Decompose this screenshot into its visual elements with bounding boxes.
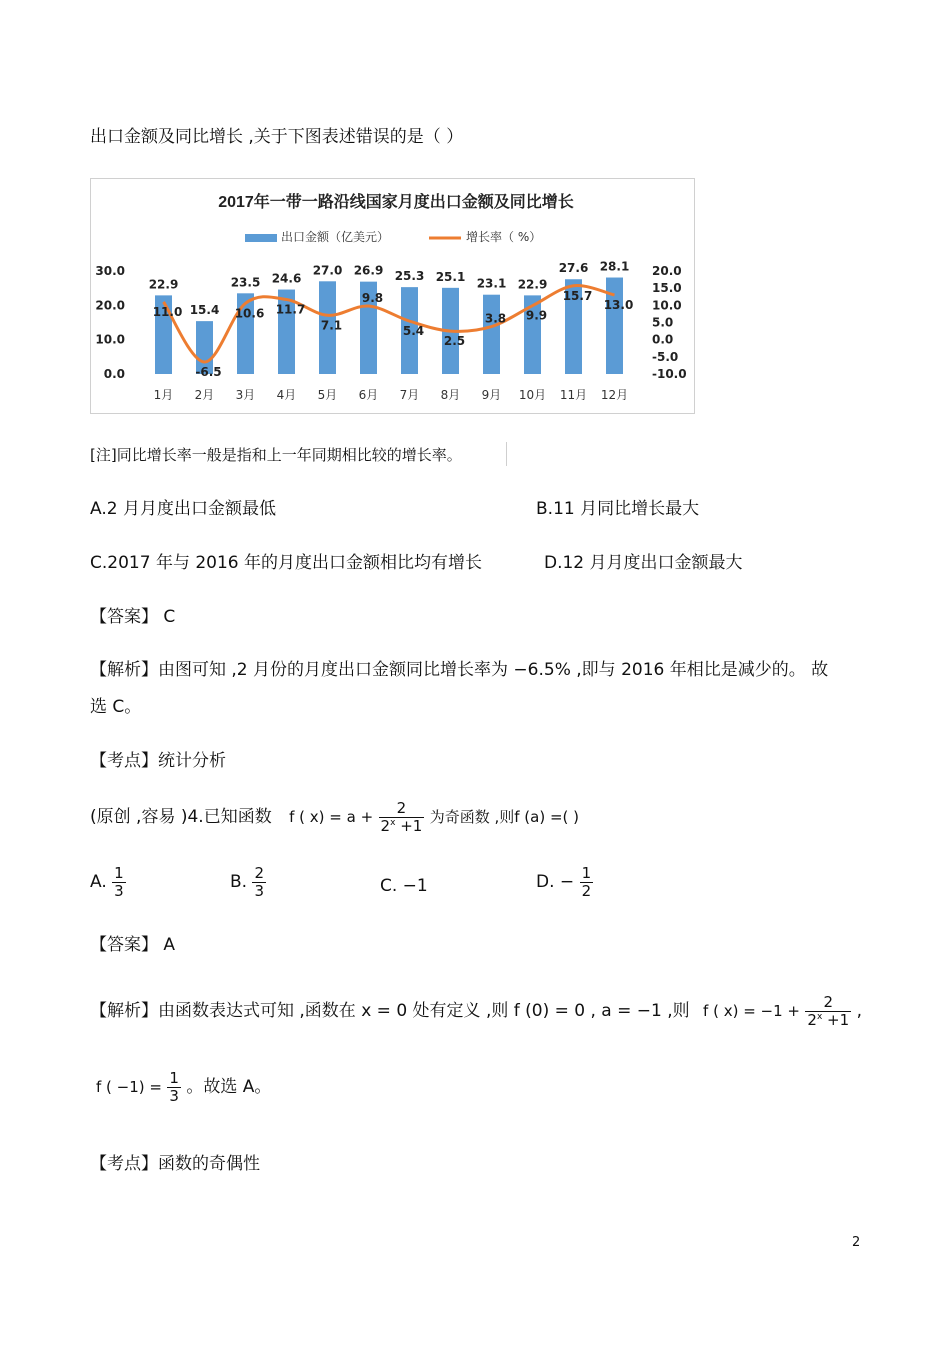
bar-value-label: 28.1 (599, 259, 630, 274)
q2-point: 【考点】函数的奇偶性 (90, 1154, 260, 1174)
growth-value-label: 13.0 (603, 298, 634, 313)
right-tick-label: -5.0 (652, 349, 679, 364)
x-tick-label: 8月 (440, 388, 461, 402)
q2-stem (90, 800, 579, 834)
bar-value-label: 25.1 (435, 269, 466, 284)
option-a: A.2 月月度出口金额最低 (90, 499, 276, 519)
bar-value-label: 22.9 (517, 277, 548, 292)
legend-bar-label: 出口金额（亿美元） (281, 230, 390, 244)
legend-line-label: 增长率（ %） (466, 230, 542, 244)
growth-value-label: 15.7 (562, 288, 593, 303)
bar-value-label: 23.1 (476, 276, 507, 291)
growth-line-series (164, 286, 615, 362)
x-tick-label: 2月 (194, 388, 215, 402)
x-tick-label: 6月 (358, 388, 379, 402)
right-tick-label: 15.0 (652, 281, 682, 296)
growth-value-label: 11.0 (152, 304, 183, 319)
left-axis (95, 264, 125, 381)
q1-point: 【考点】统计分析 (90, 751, 226, 771)
growth-value-label: 9.9 (525, 308, 548, 323)
bar-series (152, 278, 623, 374)
left-tick-label: 10.0 (95, 332, 125, 347)
growth-value-label: 11.7 (275, 302, 306, 317)
q2-option-a: A. $\frac{1}{3}$ (90, 864, 124, 900)
chart-svg (91, 179, 694, 413)
x-tick-label: 7月 (399, 388, 420, 402)
option-c: C.2017 年与 2016 年的月度出口金额相比均有增长 (90, 553, 483, 573)
right-axis (652, 264, 687, 381)
x-tick-label: 3月 (235, 388, 256, 402)
q1-answer: 【答案】 C (90, 607, 176, 627)
bar-value-label: 23.5 (230, 275, 261, 290)
option-d: D.12 月月度出口金额最大 (544, 553, 743, 573)
growth-value-label: 7.1 (320, 318, 343, 333)
q2-option-d: D. − $\frac{1}{2}$ (536, 864, 592, 900)
bar-value-label: 25.3 (394, 269, 425, 284)
q2-prefix: (原创 ,容易 )4.已知函数 (90, 807, 272, 827)
right-tick-label: 5.0 (652, 315, 674, 330)
x-tick-label: 4月 (276, 388, 297, 402)
note-divider (506, 442, 507, 466)
growth-line (164, 286, 615, 362)
chart-legend (245, 229, 541, 244)
bar (483, 295, 500, 374)
right-tick-label: 20.0 (652, 264, 682, 278)
right-tick-label: 0.0 (652, 332, 674, 347)
chart-title: 2017年一带一路沿线国家月度出口金额及同比增长 (218, 194, 574, 211)
bar-value-label: 26.9 (353, 263, 384, 278)
bar-value-label: 24.6 (271, 271, 302, 286)
growth-value-label: 9.8 (361, 291, 384, 306)
chart-container (90, 178, 695, 414)
q2-answer: 【答案】 A (90, 935, 176, 955)
bar-value-label: 27.6 (558, 261, 589, 276)
x-tick-label: 1月 (153, 388, 174, 402)
x-tick-label: 12月 (600, 388, 629, 402)
q2-func-num: 2 (379, 800, 425, 818)
x-tick-label: 10月 (518, 388, 547, 402)
q2-option-c: C. −1 (380, 876, 428, 896)
question-intro: 出口金额及同比增长 ,关于下图表述错误的是（ ） (90, 127, 464, 147)
page-number: 2 (852, 1235, 861, 1250)
option-b: B.11 月同比增长最大 (536, 499, 700, 519)
x-tick-label: 9月 (481, 388, 502, 402)
chart-note: [注]同比增长率一般是指和上一年同期相比较的增长率。 (90, 446, 462, 464)
q2-func-lhs: f ( x) = a + (289, 808, 374, 826)
q2-analysis-line1: 【解析】由函数表达式可知 ,函数在 x = 0 处有定义 ,则 f (0) = 0 , a = −1 ,则 f ( x) = −1 + $\frac{2}{2^x +1}$ , (90, 993, 862, 1029)
right-tick-label: 10.0 (652, 298, 682, 313)
x-tick-label: 5月 (317, 388, 338, 402)
x-tick-label: 11月 (559, 388, 588, 402)
growth-value-label: 3.8 (484, 311, 507, 326)
growth-value-label: 5.4 (402, 324, 425, 339)
q2-option-b: B. $\frac{2}{3}$ (230, 864, 265, 900)
left-tick-label: 20.0 (95, 298, 125, 313)
q2-analysis-line2: f ( −1) = $\frac{1}{3}$ 。故选 A。 (96, 1069, 272, 1105)
q1-analysis-line1: 【解析】由图可知 ,2 月份的月度出口金额同比增长率为 −6.5% ,即与 2016 年相比是减少的。 故 (90, 660, 829, 680)
left-tick-label: 0.0 (103, 367, 125, 381)
legend-bar-swatch (245, 234, 277, 242)
growth-value-label: 2.5 (443, 334, 466, 349)
x-axis-labels (154, 388, 628, 402)
bar-value-label: 22.9 (148, 277, 179, 292)
right-tick-label: -10.0 (652, 367, 687, 381)
bar-value-label: 15.4 (189, 303, 220, 318)
bar-value-label: 27.0 (312, 263, 343, 278)
q2-func-fraction (379, 800, 425, 834)
q2-func-den: $2^x +1$ (380, 816, 423, 835)
q1-analysis-line2: 选 C。 (90, 697, 142, 717)
growth-value-label: -6.5 (195, 364, 222, 379)
growth-value-label: 10.6 (234, 306, 265, 321)
left-tick-label: 30.0 (95, 264, 125, 278)
q2-suffix: 为奇函数 ,则f (a) =( ) (429, 808, 580, 826)
